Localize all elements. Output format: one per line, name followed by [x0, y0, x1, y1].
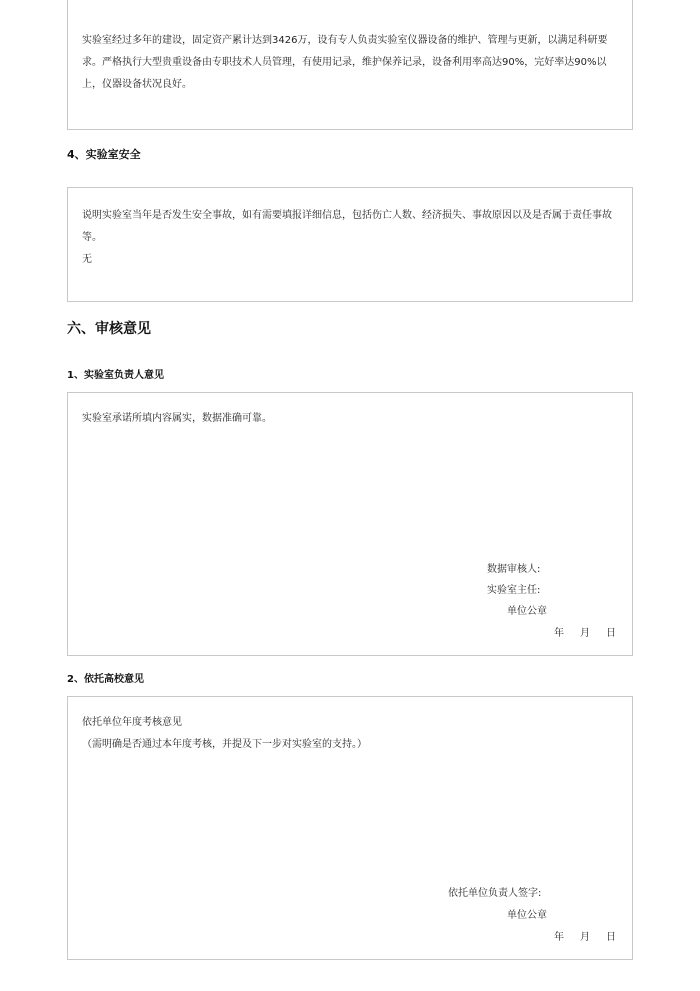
- university-date-day: 日: [606, 932, 616, 943]
- university-opinion-body: [82, 712, 367, 756]
- equipment-text: 实验室经过多年的建设，固定资产累计达到3426万，设有专人负责实验室仪器设备的维护、管理与更新，以满足科研要 求。严格执行大型贵重设备由专职技术人员管理，有使用记录，维护保养记录，设备利用率高达90%，完好率达90%以 上，仪器设备状况良好。: [82, 35, 608, 90]
- university-date-year: 年: [554, 932, 564, 943]
- data-reviewer-label: 数据审核人:: [487, 564, 541, 575]
- lab-director-label: 实验室主任:: [487, 585, 541, 596]
- university-opinion-heading: 2、依托高校意见: [67, 674, 144, 685]
- university-date-month: 月: [580, 932, 590, 943]
- director-seal-label: 单位公章: [507, 606, 547, 617]
- equipment-text-box: [67, 0, 633, 130]
- director-date-year: 年: [554, 628, 564, 639]
- safety-answer: 无: [82, 254, 92, 265]
- director-date: [554, 624, 616, 639]
- director-date-day: 日: [606, 628, 616, 639]
- safety-heading: 4、实验室安全: [67, 148, 141, 161]
- university-opinion-note: （需明确是否通过本年度考核，并提及下一步对实验室的支持。）: [82, 739, 367, 750]
- university-date: [554, 928, 616, 943]
- university-opinion-box[interactable]: [67, 696, 633, 960]
- director-opinion-box[interactable]: [67, 392, 633, 656]
- university-opinion-title: 依托单位年度考核意见: [82, 717, 182, 728]
- director-opinion-heading: 1、实验室负责人意见: [67, 370, 164, 381]
- university-signature-label: 依托单位负责人签字:: [448, 888, 542, 899]
- director-opinion-text: 实验室承诺所填内容属实，数据准确可靠。: [82, 413, 272, 424]
- director-date-month: 月: [580, 628, 590, 639]
- university-seal-label: 单位公章: [507, 910, 547, 921]
- review-heading: 六、审核意见: [67, 321, 151, 337]
- safety-prompt: 说明实验室当年是否发生安全事故，如有需要填报详细信息，包括伤亡人数、经济损失、事故原因以及是否属于责任事故等。: [82, 210, 612, 243]
- safety-text-box[interactable]: [67, 187, 633, 302]
